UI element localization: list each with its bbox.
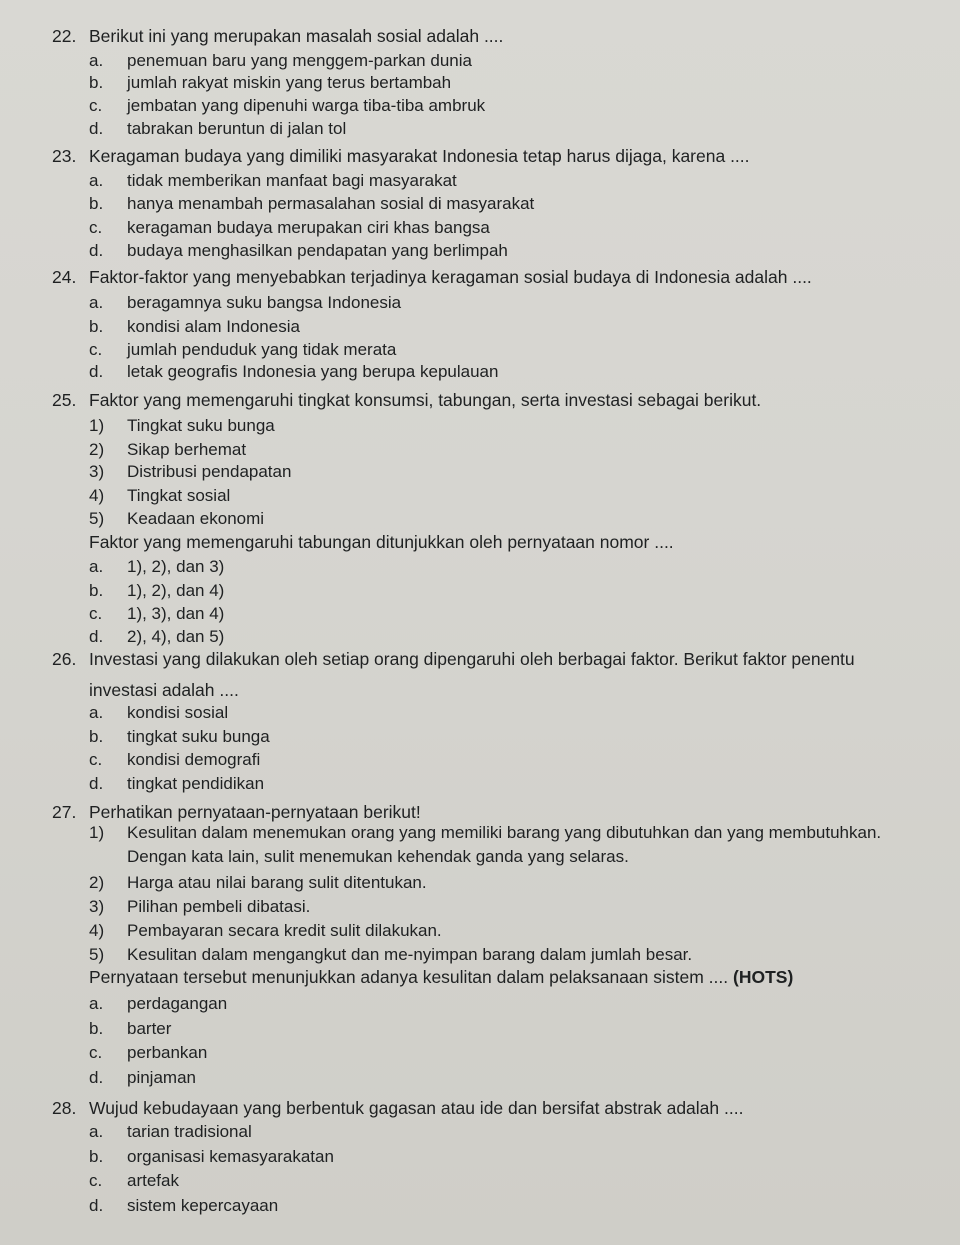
question-stem [52,145,750,167]
statement-4 [89,485,230,507]
statement-text: Tingkat suku bunga [127,416,275,435]
option-a [89,170,457,192]
statement-text: Dengan kata lain, sulit menemukan kehendak ganda yang selaras. [127,847,629,866]
option-text: hanya menambah permasalahan sosial di masyarakat [127,194,535,213]
option-text: sistem kepercayaan [127,1196,279,1215]
statement-label: 2) [89,440,105,459]
option-text: 1), 3), dan 4) [127,604,225,623]
option-c [89,749,260,771]
option-text: tingkat suku bunga [127,727,270,746]
statement-text: Tingkat sosial [127,486,231,505]
question-text: Investasi yang dilakukan oleh setiap orang dipengaruhi oleh berbagai faktor. Berikut faktor penentu [89,649,855,669]
option-text: perbankan [127,1043,208,1062]
option-text: perdagangan [127,994,228,1013]
option-label: a. [89,51,104,70]
option-text: kondisi sosial [127,703,229,722]
option-b [89,580,224,602]
option-label: b. [89,1019,104,1038]
question-stem [52,25,503,47]
option-b [89,726,270,748]
option-text: kondisi demografi [127,750,261,769]
statement-label: 3) [89,462,105,481]
option-c [89,1042,207,1064]
option-c [89,1170,179,1192]
option-label: d. [89,119,104,138]
option-d [89,1067,196,1089]
option-text: penemuan baru yang menggem-parkan dunia [127,51,472,70]
option-label: a. [89,1122,104,1141]
statement-2 [89,439,246,461]
question-number: 26. [52,649,77,669]
question-text: Berikut ini yang merupakan masalah sosial adalah .... [89,26,504,46]
option-c [89,339,396,361]
option-label: b. [89,581,104,600]
option-d [89,773,264,795]
question-prompt [89,966,793,988]
question-text: Wujud kebudayaan yang berbentuk gagasan atau ide dan bersifat abstrak adalah .... [89,1098,744,1118]
option-label: c. [89,750,103,769]
option-text: keragaman budaya merupakan ciri khas bangsa [127,218,490,237]
question-number: 24. [52,267,77,287]
option-label: b. [89,73,104,92]
statement-text: Harga atau nilai barang sulit ditentukan. [127,873,427,892]
statement-text: Pilihan pembeli dibatasi. [127,897,311,916]
option-a [89,556,224,578]
option-a [89,993,227,1015]
option-text: tarian tradisional [127,1122,252,1141]
statement-1 [89,822,881,844]
question-number: 22. [52,26,77,46]
option-label: d. [89,362,104,381]
statement-label: 5) [89,945,105,964]
option-label: b. [89,194,104,213]
option-text: tidak memberikan manfaat bagi masyarakat [127,171,457,190]
question-text: Faktor yang memengaruhi tingkat konsumsi, tabungan, serta investasi sebagai berikut. [89,390,762,410]
question-text: Perhatikan pernyataan-pernyataan berikut! [89,802,421,822]
question-stem [52,389,761,411]
question-text-continued: investasi adalah .... [89,680,239,700]
option-text: jumlah rakyat miskin yang terus bertambah [127,73,452,92]
option-label: d. [89,627,104,646]
option-text: organisasi kemasyarakatan [127,1147,334,1166]
option-text: jumlah penduduk yang tidak merata [127,340,397,359]
statement-text: Distribusi pendapatan [127,462,292,481]
prompt-text: Pernyataan tersebut menunjukkan adanya kesulitan dalam pelaksanaan sistem .... [89,967,733,987]
question-stem [52,801,421,823]
option-text: letak geografis Indonesia yang berupa kepulauan [127,362,499,381]
option-b [89,1018,171,1040]
statement-5 [89,508,264,530]
question-number: 28. [52,1098,77,1118]
option-text: beragamnya suku bangsa Indonesia [127,293,402,312]
statement-1-continued [89,846,629,868]
option-b [89,316,300,338]
option-d [89,240,508,262]
option-label: c. [89,1043,103,1062]
statement-text: Pembayaran secara kredit sulit dilakukan. [127,921,442,940]
statement-4 [89,920,442,942]
option-c [89,603,224,625]
option-text: 1), 2), dan 3) [127,557,225,576]
option-label: c. [89,1171,103,1190]
option-c [89,95,485,117]
option-label: d. [89,241,104,260]
option-label: c. [89,604,103,623]
option-label: d. [89,774,104,793]
statement-label: 4) [89,486,105,505]
statement-1 [89,415,275,437]
option-b [89,1146,334,1168]
option-text: jembatan yang dipenuhi warga tiba-tiba ambruk [127,96,486,115]
question-prompt: Faktor yang memengaruhi tabungan ditunjukkan oleh pernyataan nomor .... [89,532,674,552]
option-text: budaya menghasilkan pendapatan yang berlimpah [127,241,508,260]
statement-label: 1) [89,416,105,435]
option-b [89,72,451,94]
question-stem [52,266,812,288]
question-stem [52,1097,743,1119]
option-d [89,118,346,140]
statement-label: 5) [89,509,105,528]
option-label: a. [89,293,104,312]
option-label: b. [89,1147,104,1166]
statement-text: Kesulitan dalam menemukan orang yang memiliki barang yang dibutuhkan dan yang membutuhkan. [127,823,882,842]
option-a [89,1121,252,1143]
statement-text: Sikap berhemat [127,440,247,459]
option-text: pinjaman [127,1068,196,1087]
question-number: 23. [52,146,77,166]
option-c [89,217,490,239]
question-number: 25. [52,390,77,410]
option-text: barter [127,1019,172,1038]
option-label: c. [89,218,103,237]
option-label: a. [89,994,104,1013]
statement-3 [89,461,291,483]
option-label: c. [89,340,103,359]
option-d [89,1195,278,1217]
question-text: Faktor-faktor yang menyebabkan terjadinya keragaman sosial budaya di Indonesia adalah .... [89,267,812,287]
option-b [89,193,534,215]
option-d [89,626,224,648]
question-stem [52,648,855,670]
statement-text: Kesulitan dalam mengangkut dan me-nyimpan barang dalam jumlah besar. [127,945,693,964]
statement-label: 4) [89,921,105,940]
option-text: kondisi alam Indonesia [127,317,300,336]
statement-5 [89,944,692,966]
statement-label: 3) [89,897,105,916]
option-label: a. [89,703,104,722]
option-label: b. [89,727,104,746]
statement-3 [89,896,310,918]
option-label: b. [89,317,104,336]
option-label: a. [89,557,104,576]
statement-text: Keadaan ekonomi [127,509,265,528]
option-text: 1), 2), dan 4) [127,581,225,600]
option-label: c. [89,96,103,115]
option-text: 2), 4), dan 5) [127,627,225,646]
option-a [89,292,401,314]
option-label: d. [89,1196,104,1215]
statement-2 [89,872,427,894]
statement-label: 2) [89,873,105,892]
option-a [89,702,228,724]
option-text: tabrakan beruntun di jalan tol [127,119,347,138]
option-label: d. [89,1068,104,1087]
option-d [89,361,498,383]
option-a [89,50,472,72]
statement-label: 1) [89,823,105,842]
question-number: 27. [52,802,77,822]
hots-tag: (HOTS) [733,967,794,987]
option-text: artefak [127,1171,179,1190]
option-text: tingkat pendidikan [127,774,265,793]
question-text: Keragaman budaya yang dimiliki masyarakat Indonesia tetap harus dijaga, karena .... [89,146,750,166]
option-label: a. [89,171,104,190]
